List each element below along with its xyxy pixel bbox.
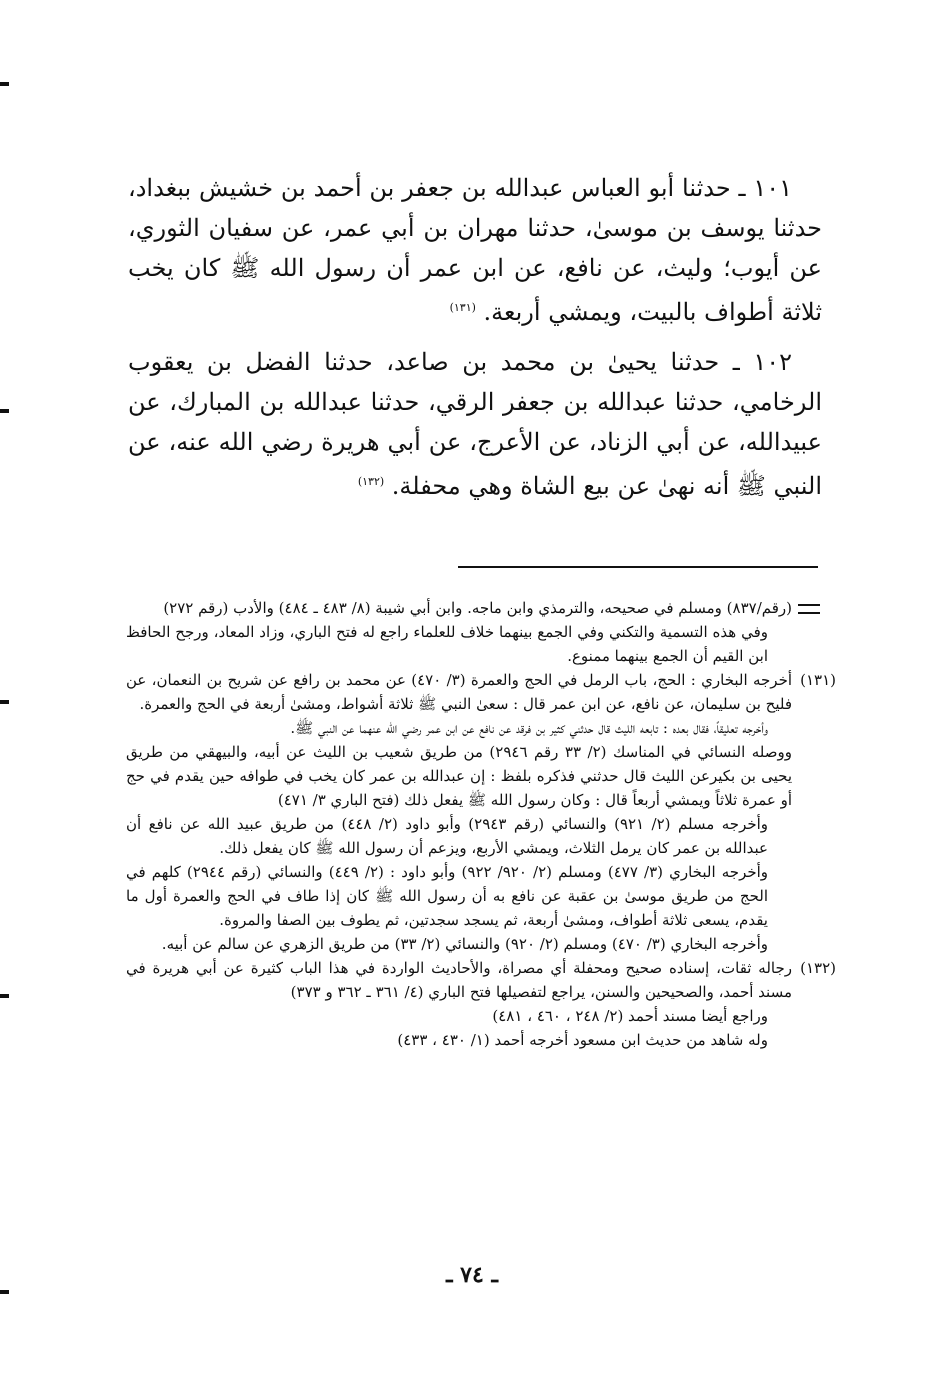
footnote-132-para: وله شاهد من حديث ابن مسعود أخرجه أحمد (١/ ٤٣٠ ، ٤٣٣) — [397, 1031, 768, 1049]
footnote-ref-131: (١٣١) — [449, 301, 476, 314]
footnote-131-para: أخرجه البخاري : الحج، باب الرمل في الحج والعمرة (٣/ ٤٧٠) عن محمد بن رافع عن شريح بن النعمان، عن فليح بن سليمان، عن نافع، عن ابن عمر قال : سعىٰ النبي ﷺ ثلاثة أشواط، ومشىٰ أربعة في الحج والعمرة. — [126, 671, 793, 713]
footnote-131-para: وأخرجه البخاري (٣/ ٤٧٠) ومسلم (٢/ ٩٢٠) والنسائي (٢/ ٣٣) من طريق الزهري عن سالم عن أبيه. — [161, 935, 768, 953]
footnote-131-para: ووصله النسائي في المناسك (٢/ ٣٣ رقم ٢٩٤٦) من طريق شعيب بن الليث عن أبيه، والبيهقي من طريق يحيى بن بكيرعن الليث قال حدثني فذكره بلفظ : إن عبدالله بن عمر كان يخب في طوافه حين يقدم في حج أو عمرة ثلاثاً ويمشي أربعاً قال : وكان رسول الله ﷺ يفعل ذلك (فتح الباري ٣/ ٤٧١) — [126, 743, 792, 809]
continuation-mark — [798, 604, 820, 616]
hadith-102-text: ١٠٢ ـ حدثنا يحيىٰ بن محمد بن صاعد، حدثنا الفضل بن يعقوب الرخامي، حدثنا عبدالله بن جعفر الرقي، حدثنا عبدالله بن المبارك، عن عبيدالله، عن أبي الزناد، عن الأعرج، عن أبي هريرة رضي الله عنه، عن النبي ﷺ أنه نهىٰ عن بيع الشاة وهي محفلة. — [128, 348, 822, 500]
margin-mark — [0, 82, 9, 86]
hadith-101 — [128, 168, 822, 332]
margin-mark — [0, 994, 9, 998]
margin-mark — [0, 700, 9, 704]
footnotes — [126, 596, 836, 1052]
footnote-131 — [126, 668, 836, 956]
margin-mark — [0, 1290, 9, 1294]
footnote-separator — [458, 566, 818, 568]
footnote-131-para: وأخرجه البخاري (٣/ ٤٧٧) ومسلم (٢/ ٩٢٠/ ٩٢٢) وأبو داود : (٢/ ٤٤٩) والنسائي (رقم ٢٩٤٤) كلهم في الحج من طريق موسىٰ بن عقبة عن نافع به أن رسول الله ﷺ كان إذا طاف في الحج والعمرة أول ما يقدم، يسعى ثلاثة أطواف، ومشىٰ أربعة، ثم يسجد سجدتين، ثم يطوف بين الصفا والمروة. — [126, 863, 769, 929]
footnote-132-para: رجاله ثقات، إسناده صحيح ومحفلة أي مصراة، والأحاديث الواردة في هذا الباب كثيرة عن أبي هريرة في مسند أحمد، والصحيحين والسنن، يراجع لتفصيلها فتح الباري (٤/ ٣٦١ ـ ٣٦٢ و ٣٧٣) — [126, 959, 792, 1001]
margin-mark — [0, 409, 9, 413]
hadith-102 — [128, 342, 822, 506]
hadith-101-text: ١٠١ ـ حدثنا أبو العباس عبدالله بن جعفر بن أحمد بن خشيش ببغداد، حدثنا يوسف بن موسىٰ، حدثنا مهران بن أبي عمر، عن سفيان الثوري، عن أيوب؛ وليث، عن نافع، عن ابن عمر أن رسول الله ﷺ كان يخب ثلاثة أطواف بالبيت، ويمشي أربعة. — [128, 174, 822, 326]
page-number: ـ ٧٤ ـ — [446, 1262, 498, 1288]
footnote-ref-132: (١٣٢) — [357, 475, 385, 488]
footnote-number: (١٣٢) — [800, 959, 836, 977]
footnote-continuation: (رقم/٨٣٧) ومسلم في صحيحه، والترمذي وابن ماجه. وابن أبي شيبة (٨/ ٤٨٣ ـ ٤٨٤) والأدب (رقم ٢٧٢) — [163, 599, 792, 617]
footnote-131-para: وأخرجه تعليقاً، فقال بعده : تابعه الليث قال حدثني كثير بن فرقد عن نافع عن ابن عمر رضي الله عنهما عن النبي ﷺ. — [290, 719, 768, 737]
footnote-number: (١٣١) — [800, 671, 836, 689]
footnote-132-para: وراجع أيضا مسند أحمد (٢/ ٢٤٨ ، ٤٦٠ ، ٤٨١) — [492, 1007, 768, 1025]
main-text — [128, 168, 822, 516]
footnote-131-para: وأخرجه مسلم (٢/ ٩٢١) والنسائي (رقم ٢٩٤٣) وأبو داود (٢/ ٤٤٨) من طريق عبيد الله عن نافع أن عبدالله بن عمر كان يرمل الثلاث، ويمشي الأربع، ويزعم أن رسول الله ﷺ كان يفعل ذلك. — [126, 815, 769, 857]
footnote-132 — [126, 956, 836, 1052]
footnote-continuation-note: وفي هذه التسمية والتكني وفي الجمع بينهما خلاف للعلماء راجع له فتح الباري، وزاد المعاد، ورجح الحافظ ابن القيم أن الجمع بينهما ممنوع. — [126, 623, 768, 665]
